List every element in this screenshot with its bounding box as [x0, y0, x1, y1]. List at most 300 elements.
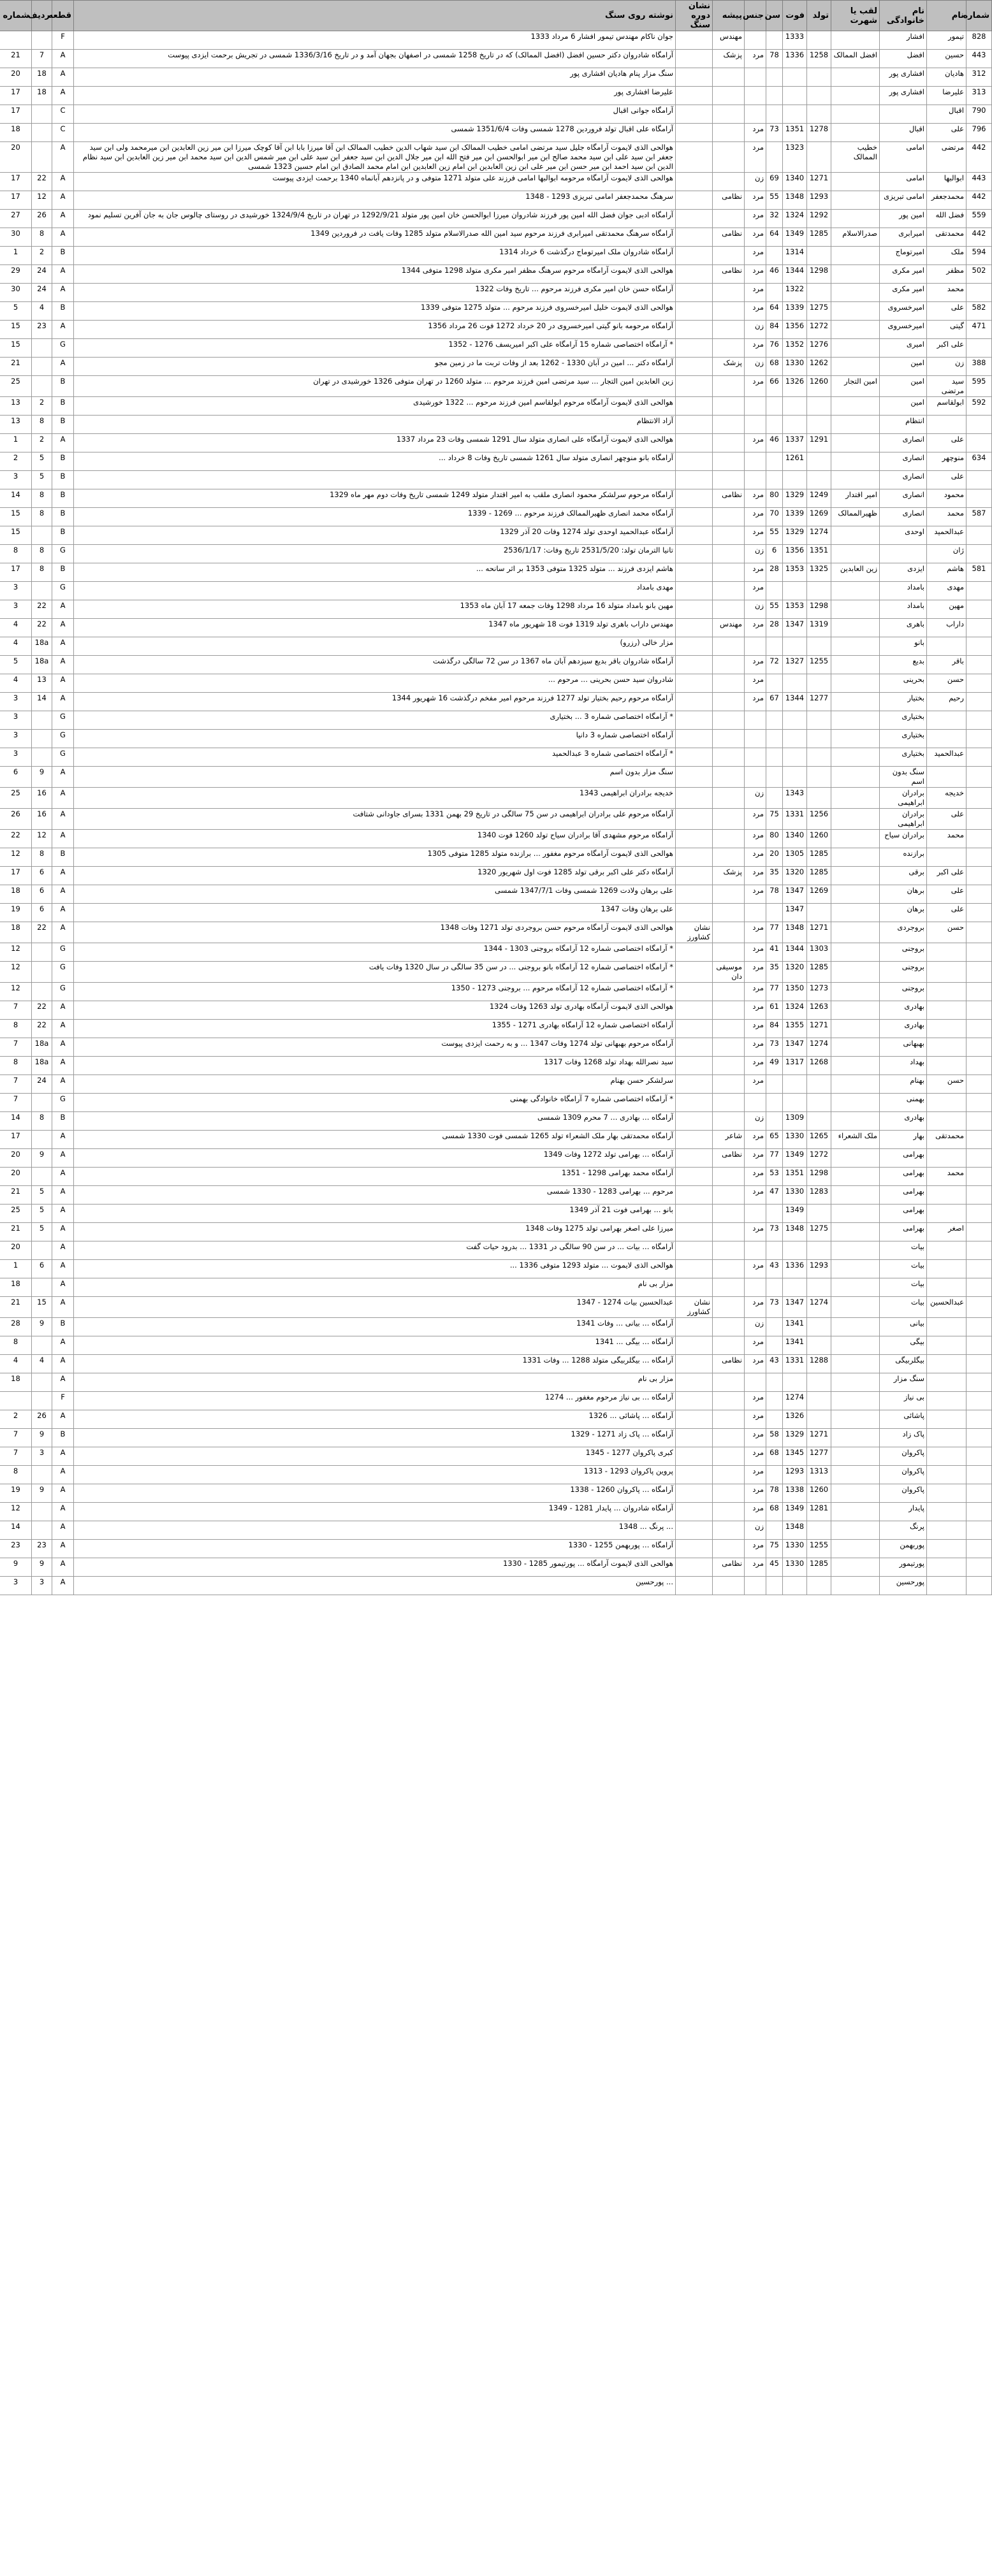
- inscription-cell[interactable]: مهندس داراب باهری تولد 1319 فوت 18 شهریور ماه 1347: [74, 619, 676, 637]
- inscription-cell[interactable]: * آرامگاه اختصاصی شماره 15 آرامگاه علی اکبر امیریسف 1276 - 1352: [74, 339, 676, 358]
- birth-cell[interactable]: 1275: [807, 302, 831, 321]
- age-cell[interactable]: 47: [766, 1186, 783, 1205]
- gender-cell[interactable]: مرد: [745, 210, 766, 228]
- row-cell[interactable]: 8: [32, 416, 52, 434]
- row-cell[interactable]: 6: [32, 885, 52, 904]
- title-cell[interactable]: [831, 788, 880, 809]
- title-cell[interactable]: [831, 452, 880, 471]
- birth-cell[interactable]: 1260: [807, 830, 831, 848]
- gender-cell[interactable]: مرد: [745, 885, 766, 904]
- id-cell[interactable]: [966, 848, 992, 867]
- gender-cell[interactable]: [745, 711, 766, 730]
- era-mark-cell[interactable]: [676, 376, 713, 397]
- era-mark-cell[interactable]: [676, 637, 713, 656]
- birth-cell[interactable]: [807, 471, 831, 489]
- last-name-cell[interactable]: پاکروان: [880, 1466, 927, 1484]
- last-name-cell[interactable]: بیانی: [880, 1318, 927, 1336]
- number-cell[interactable]: 14: [0, 1112, 32, 1131]
- birth-cell[interactable]: [807, 284, 831, 302]
- number-cell[interactable]: 7: [0, 1447, 32, 1466]
- inscription-cell[interactable]: آرامگاه اختصاصی شماره 3 دانیا: [74, 730, 676, 748]
- birth-cell[interactable]: 1274: [807, 1038, 831, 1057]
- section-cell[interactable]: B: [52, 376, 74, 397]
- last-name-cell[interactable]: بامداد: [880, 582, 927, 600]
- death-cell[interactable]: [783, 1241, 807, 1260]
- row-cell[interactable]: [32, 1168, 52, 1186]
- inscription-cell[interactable]: آرامگاه شادروان باقر بدیع سیزدهم آبان ماه 1367 در سن 72 سالگی درگذشت: [74, 656, 676, 674]
- birth-cell[interactable]: [807, 1112, 831, 1131]
- age-cell[interactable]: 84: [766, 321, 783, 339]
- section-cell[interactable]: A: [52, 1355, 74, 1373]
- title-cell[interactable]: [831, 545, 880, 563]
- section-cell[interactable]: B: [52, 489, 74, 508]
- birth-cell[interactable]: 1271: [807, 922, 831, 943]
- gender-cell[interactable]: زن: [745, 321, 766, 339]
- gender-cell[interactable]: مرد: [745, 1355, 766, 1373]
- first-name-cell[interactable]: علی: [927, 434, 966, 452]
- number-cell[interactable]: 20: [0, 1241, 32, 1260]
- title-cell[interactable]: [831, 656, 880, 674]
- id-cell[interactable]: [966, 674, 992, 693]
- first-name-cell[interactable]: حسین: [927, 50, 966, 68]
- id-cell[interactable]: [966, 962, 992, 983]
- first-name-cell[interactable]: علی: [927, 809, 966, 830]
- era-mark-cell[interactable]: نشان کشاورز: [676, 1297, 713, 1318]
- occupation-cell[interactable]: [713, 105, 745, 124]
- death-cell[interactable]: [783, 105, 807, 124]
- gender-cell[interactable]: [745, 767, 766, 788]
- era-mark-cell[interactable]: [676, 1186, 713, 1205]
- era-mark-cell[interactable]: [676, 489, 713, 508]
- row-cell[interactable]: 8: [32, 228, 52, 247]
- number-cell[interactable]: 5: [0, 302, 32, 321]
- occupation-cell[interactable]: [713, 142, 745, 173]
- number-cell[interactable]: 13: [0, 416, 32, 434]
- era-mark-cell[interactable]: [676, 210, 713, 228]
- birth-cell[interactable]: 1303: [807, 943, 831, 962]
- gender-cell[interactable]: مرد: [745, 1540, 766, 1558]
- title-cell[interactable]: [831, 1168, 880, 1186]
- id-cell[interactable]: [966, 1558, 992, 1577]
- death-cell[interactable]: 1355: [783, 1020, 807, 1038]
- occupation-cell[interactable]: نظامی: [713, 191, 745, 210]
- gender-cell[interactable]: مرد: [745, 1057, 766, 1075]
- row-cell[interactable]: 7: [32, 50, 52, 68]
- last-name-cell[interactable]: افشار: [880, 31, 927, 50]
- section-cell[interactable]: A: [52, 1241, 74, 1260]
- first-name-cell[interactable]: [927, 1521, 966, 1540]
- last-name-cell[interactable]: [880, 105, 927, 124]
- last-name-cell[interactable]: بهمنی: [880, 1094, 927, 1112]
- row-cell[interactable]: 8: [32, 508, 52, 526]
- gender-cell[interactable]: مرد: [745, 809, 766, 830]
- gender-cell[interactable]: [745, 416, 766, 434]
- death-cell[interactable]: 1326: [783, 1410, 807, 1429]
- last-name-cell[interactable]: بهرامی: [880, 1205, 927, 1223]
- id-cell[interactable]: [966, 1410, 992, 1429]
- occupation-cell[interactable]: [713, 1318, 745, 1336]
- title-cell[interactable]: [831, 358, 880, 376]
- id-cell[interactable]: [966, 748, 992, 767]
- birth-cell[interactable]: 1325: [807, 563, 831, 582]
- number-cell[interactable]: 18: [0, 922, 32, 943]
- id-cell[interactable]: [966, 416, 992, 434]
- id-cell[interactable]: [966, 1131, 992, 1149]
- id-cell[interactable]: [966, 489, 992, 508]
- first-name-cell[interactable]: علی: [927, 471, 966, 489]
- last-name-cell[interactable]: امین: [880, 397, 927, 416]
- section-cell[interactable]: A: [52, 1186, 74, 1205]
- age-cell[interactable]: [766, 730, 783, 748]
- row-cell[interactable]: [32, 582, 52, 600]
- column-header[interactable]: تولد: [807, 1, 831, 31]
- id-cell[interactable]: [966, 1149, 992, 1168]
- row-cell[interactable]: [32, 526, 52, 545]
- birth-cell[interactable]: 1298: [807, 265, 831, 284]
- birth-cell[interactable]: 1285: [807, 1558, 831, 1577]
- death-cell[interactable]: 1345: [783, 1447, 807, 1466]
- first-name-cell[interactable]: زن: [927, 358, 966, 376]
- occupation-cell[interactable]: [713, 1205, 745, 1223]
- id-cell[interactable]: [966, 1577, 992, 1595]
- birth-cell[interactable]: 1271: [807, 1020, 831, 1038]
- last-name-cell[interactable]: باهری: [880, 619, 927, 637]
- id-cell[interactable]: [966, 1260, 992, 1278]
- gender-cell[interactable]: مرد: [745, 582, 766, 600]
- gender-cell[interactable]: [745, 471, 766, 489]
- number-cell[interactable]: 22: [0, 830, 32, 848]
- section-cell[interactable]: A: [52, 1168, 74, 1186]
- age-cell[interactable]: 69: [766, 173, 783, 191]
- birth-cell[interactable]: 1249: [807, 489, 831, 508]
- id-cell[interactable]: 582: [966, 302, 992, 321]
- birth-cell[interactable]: 1258: [807, 50, 831, 68]
- title-cell[interactable]: خطیب الممالک: [831, 142, 880, 173]
- inscription-cell[interactable]: آرامگاه شادروان دکتر حسین افضل (افضل الممالک) که در تاریخ 1258 شمسی در اصفهان بجهان آمد و در تاریخ 1336/3/16 شمسی در تجریش برحمت ایزدی پیوست: [74, 50, 676, 68]
- gender-cell[interactable]: [745, 87, 766, 105]
- gender-cell[interactable]: مرد: [745, 1447, 766, 1466]
- occupation-cell[interactable]: [713, 1112, 745, 1131]
- occupation-cell[interactable]: [713, 788, 745, 809]
- first-name-cell[interactable]: فضل الله: [927, 210, 966, 228]
- inscription-cell[interactable]: پروین پاکروان 1293 - 1313: [74, 1466, 676, 1484]
- row-cell[interactable]: 8: [32, 545, 52, 563]
- id-cell[interactable]: [966, 1355, 992, 1373]
- last-name-cell[interactable]: بختیاری: [880, 711, 927, 730]
- first-name-cell[interactable]: محمد: [927, 508, 966, 526]
- first-name-cell[interactable]: [927, 416, 966, 434]
- age-cell[interactable]: [766, 1075, 783, 1094]
- occupation-cell[interactable]: [713, 1297, 745, 1318]
- last-name-cell[interactable]: ایزدی: [880, 563, 927, 582]
- birth-cell[interactable]: 1256: [807, 809, 831, 830]
- last-name-cell[interactable]: سنگ مزار: [880, 1373, 927, 1392]
- title-cell[interactable]: [831, 302, 880, 321]
- inscription-cell[interactable]: سید نصرالله بهداد تولد 1268 وفات 1317: [74, 1057, 676, 1075]
- id-cell[interactable]: [966, 1392, 992, 1410]
- age-cell[interactable]: [766, 582, 783, 600]
- era-mark-cell[interactable]: [676, 1336, 713, 1355]
- number-cell[interactable]: 21: [0, 358, 32, 376]
- gender-cell[interactable]: مرد: [745, 962, 766, 983]
- inscription-cell[interactable]: آرامگاه محمد انصاری ظهیرالممالک فرزند مرحوم ... 1269 - 1339: [74, 508, 676, 526]
- last-name-cell[interactable]: برادران ابراهیمی: [880, 809, 927, 830]
- number-cell[interactable]: 30: [0, 284, 32, 302]
- number-cell[interactable]: 25: [0, 788, 32, 809]
- id-cell[interactable]: [966, 1447, 992, 1466]
- first-name-cell[interactable]: محمود: [927, 489, 966, 508]
- row-cell[interactable]: 5: [32, 452, 52, 471]
- era-mark-cell[interactable]: [676, 809, 713, 830]
- column-header[interactable]: نشان دوره سنگ: [676, 1, 713, 31]
- occupation-cell[interactable]: [713, 711, 745, 730]
- row-cell[interactable]: 4: [32, 302, 52, 321]
- row-cell[interactable]: 6: [32, 867, 52, 885]
- section-cell[interactable]: A: [52, 637, 74, 656]
- age-cell[interactable]: [766, 1577, 783, 1595]
- title-cell[interactable]: [831, 1355, 880, 1373]
- number-cell[interactable]: 13: [0, 397, 32, 416]
- gender-cell[interactable]: مرد: [745, 489, 766, 508]
- gender-cell[interactable]: [745, 637, 766, 656]
- gender-cell[interactable]: مرد: [745, 830, 766, 848]
- id-cell[interactable]: 442: [966, 228, 992, 247]
- section-cell[interactable]: G: [52, 943, 74, 962]
- section-cell[interactable]: G: [52, 1094, 74, 1112]
- gender-cell[interactable]: زن: [745, 1318, 766, 1336]
- id-cell[interactable]: [966, 619, 992, 637]
- era-mark-cell[interactable]: [676, 1410, 713, 1429]
- row-cell[interactable]: 22: [32, 1020, 52, 1038]
- death-cell[interactable]: [783, 730, 807, 748]
- gender-cell[interactable]: مرد: [745, 1075, 766, 1094]
- era-mark-cell[interactable]: [676, 1318, 713, 1336]
- death-cell[interactable]: 1348: [783, 922, 807, 943]
- id-cell[interactable]: [966, 1057, 992, 1075]
- section-cell[interactable]: A: [52, 1558, 74, 1577]
- first-name-cell[interactable]: هاشم: [927, 563, 966, 582]
- title-cell[interactable]: [831, 1466, 880, 1484]
- occupation-cell[interactable]: [713, 1503, 745, 1521]
- inscription-cell[interactable]: آزاد الانتظام: [74, 416, 676, 434]
- birth-cell[interactable]: [807, 416, 831, 434]
- age-cell[interactable]: 80: [766, 830, 783, 848]
- age-cell[interactable]: 72: [766, 656, 783, 674]
- row-cell[interactable]: 18a: [32, 1057, 52, 1075]
- era-mark-cell[interactable]: [676, 748, 713, 767]
- section-cell[interactable]: B: [52, 397, 74, 416]
- row-cell[interactable]: [32, 1466, 52, 1484]
- era-mark-cell[interactable]: [676, 788, 713, 809]
- birth-cell[interactable]: 1285: [807, 228, 831, 247]
- age-cell[interactable]: [766, 1521, 783, 1540]
- era-mark-cell[interactable]: [676, 1112, 713, 1131]
- first-name-cell[interactable]: [927, 730, 966, 748]
- age-cell[interactable]: [766, 904, 783, 922]
- death-cell[interactable]: 1324: [783, 210, 807, 228]
- last-name-cell[interactable]: افشاری پور: [880, 87, 927, 105]
- row-cell[interactable]: [32, 1094, 52, 1112]
- id-cell[interactable]: [966, 1484, 992, 1503]
- row-cell[interactable]: 26: [32, 210, 52, 228]
- death-cell[interactable]: [783, 582, 807, 600]
- title-cell[interactable]: [831, 1112, 880, 1131]
- first-name-cell[interactable]: [927, 1094, 966, 1112]
- death-cell[interactable]: 1344: [783, 693, 807, 711]
- era-mark-cell[interactable]: [676, 1168, 713, 1186]
- title-cell[interactable]: [831, 1205, 880, 1223]
- last-name-cell[interactable]: امین پور: [880, 210, 927, 228]
- section-cell[interactable]: G: [52, 730, 74, 748]
- row-cell[interactable]: 18a: [32, 637, 52, 656]
- era-mark-cell[interactable]: [676, 656, 713, 674]
- section-cell[interactable]: A: [52, 191, 74, 210]
- id-cell[interactable]: [966, 434, 992, 452]
- row-cell[interactable]: 9: [32, 767, 52, 788]
- last-name-cell[interactable]: بانو: [880, 637, 927, 656]
- id-cell[interactable]: 471: [966, 321, 992, 339]
- occupation-cell[interactable]: [713, 730, 745, 748]
- occupation-cell[interactable]: [713, 339, 745, 358]
- death-cell[interactable]: 1323: [783, 142, 807, 173]
- id-cell[interactable]: [966, 656, 992, 674]
- title-cell[interactable]: [831, 284, 880, 302]
- row-cell[interactable]: 3: [32, 1577, 52, 1595]
- id-cell[interactable]: [966, 1223, 992, 1241]
- occupation-cell[interactable]: [713, 656, 745, 674]
- death-cell[interactable]: 1331: [783, 1355, 807, 1373]
- row-cell[interactable]: 14: [32, 693, 52, 711]
- death-cell[interactable]: 1347: [783, 1297, 807, 1318]
- last-name-cell[interactable]: بروجنی: [880, 943, 927, 962]
- section-cell[interactable]: A: [52, 922, 74, 943]
- section-cell[interactable]: F: [52, 1392, 74, 1410]
- occupation-cell[interactable]: [713, 1241, 745, 1260]
- age-cell[interactable]: 80: [766, 489, 783, 508]
- era-mark-cell[interactable]: [676, 1466, 713, 1484]
- occupation-cell[interactable]: [713, 1278, 745, 1297]
- age-cell[interactable]: 20: [766, 848, 783, 867]
- last-name-cell[interactable]: امامی: [880, 173, 927, 191]
- occupation-cell[interactable]: [713, 830, 745, 848]
- inscription-cell[interactable]: آرامگاه محمد بهرامی 1298 - 1351: [74, 1168, 676, 1186]
- inscription-cell[interactable]: مهین بانو بامداد متولد 16 مرداد 1298 وفات جمعه 17 آبان ماه 1353: [74, 600, 676, 619]
- last-name-cell[interactable]: پاشائی: [880, 1410, 927, 1429]
- era-mark-cell[interactable]: [676, 1429, 713, 1447]
- death-cell[interactable]: 1330: [783, 1540, 807, 1558]
- age-cell[interactable]: 78: [766, 885, 783, 904]
- death-cell[interactable]: [783, 1075, 807, 1094]
- first-name-cell[interactable]: حسن: [927, 922, 966, 943]
- row-cell[interactable]: 9: [32, 1429, 52, 1447]
- era-mark-cell[interactable]: [676, 1521, 713, 1540]
- age-cell[interactable]: 55: [766, 600, 783, 619]
- number-cell[interactable]: 14: [0, 1521, 32, 1540]
- inscription-cell[interactable]: عبدالحسین بیات 1274 - 1347: [74, 1297, 676, 1318]
- death-cell[interactable]: 1330: [783, 1558, 807, 1577]
- age-cell[interactable]: 41: [766, 943, 783, 962]
- id-cell[interactable]: [966, 788, 992, 809]
- inscription-cell[interactable]: آرامگاه عبدالحمید اوحدی تولد 1274 وفات 20 آذر 1329: [74, 526, 676, 545]
- id-cell[interactable]: [966, 983, 992, 1001]
- death-cell[interactable]: 1329: [783, 1429, 807, 1447]
- id-cell[interactable]: [966, 1503, 992, 1521]
- last-name-cell[interactable]: برهان: [880, 885, 927, 904]
- id-cell[interactable]: 581: [966, 563, 992, 582]
- occupation-cell[interactable]: موسیقی دان: [713, 962, 745, 983]
- row-cell[interactable]: [32, 1336, 52, 1355]
- title-cell[interactable]: [831, 1075, 880, 1094]
- number-cell[interactable]: 21: [0, 50, 32, 68]
- occupation-cell[interactable]: [713, 173, 745, 191]
- last-name-cell[interactable]: بیات: [880, 1278, 927, 1297]
- birth-cell[interactable]: [807, 247, 831, 265]
- occupation-cell[interactable]: [713, 1168, 745, 1186]
- number-cell[interactable]: 15: [0, 321, 32, 339]
- number-cell[interactable]: 7: [0, 1094, 32, 1112]
- number-cell[interactable]: 8: [0, 1466, 32, 1484]
- first-name-cell[interactable]: ملک: [927, 247, 966, 265]
- birth-cell[interactable]: [807, 1241, 831, 1260]
- first-name-cell[interactable]: علی: [927, 885, 966, 904]
- birth-cell[interactable]: 1351: [807, 545, 831, 563]
- last-name-cell[interactable]: پرنگ: [880, 1521, 927, 1540]
- occupation-cell[interactable]: [713, 693, 745, 711]
- last-name-cell[interactable]: بهادری: [880, 1112, 927, 1131]
- inscription-cell[interactable]: آرامگاه بانو منوچهر انصاری متولد سال 1261 شمسی تاریخ وفات 8 خرداد ...: [74, 452, 676, 471]
- birth-cell[interactable]: [807, 397, 831, 416]
- death-cell[interactable]: 1340: [783, 830, 807, 848]
- last-name-cell[interactable]: بیات: [880, 1241, 927, 1260]
- id-cell[interactable]: [966, 730, 992, 748]
- era-mark-cell[interactable]: [676, 321, 713, 339]
- inscription-cell[interactable]: آرامگاه مرحوم بهبهانی تولد 1274 وفات 1347 ... و به رحمت ایزدی پیوست: [74, 1038, 676, 1057]
- age-cell[interactable]: 73: [766, 1297, 783, 1318]
- row-cell[interactable]: 13: [32, 674, 52, 693]
- first-name-cell[interactable]: محمد: [927, 1168, 966, 1186]
- occupation-cell[interactable]: [713, 1429, 745, 1447]
- number-cell[interactable]: 12: [0, 962, 32, 983]
- inscription-cell[interactable]: هوالحی الذی لایموت آرامگاه مرحوم سرهنگ مظفر امیر مکری متولد 1298 متوفی 1344: [74, 265, 676, 284]
- title-cell[interactable]: [831, 830, 880, 848]
- gender-cell[interactable]: مرد: [745, 922, 766, 943]
- row-cell[interactable]: 6: [32, 904, 52, 922]
- inscription-cell[interactable]: مزار بی نام: [74, 1373, 676, 1392]
- birth-cell[interactable]: 1277: [807, 693, 831, 711]
- era-mark-cell[interactable]: [676, 434, 713, 452]
- occupation-cell[interactable]: [713, 885, 745, 904]
- gender-cell[interactable]: زن: [745, 788, 766, 809]
- death-cell[interactable]: 1329: [783, 526, 807, 545]
- number-cell[interactable]: 7: [0, 1429, 32, 1447]
- inscription-cell[interactable]: هوالحی الذی لایموت آرامگاه بهادری تولد 1263 وفات 1324: [74, 1001, 676, 1020]
- row-cell[interactable]: [32, 1503, 52, 1521]
- section-cell[interactable]: A: [52, 1278, 74, 1297]
- birth-cell[interactable]: 1285: [807, 867, 831, 885]
- era-mark-cell[interactable]: [676, 767, 713, 788]
- death-cell[interactable]: 1317: [783, 1057, 807, 1075]
- occupation-cell[interactable]: نظامی: [713, 1149, 745, 1168]
- id-cell[interactable]: [966, 1318, 992, 1336]
- era-mark-cell[interactable]: [676, 848, 713, 867]
- first-name-cell[interactable]: اصغر: [927, 1223, 966, 1241]
- first-name-cell[interactable]: مهین: [927, 600, 966, 619]
- occupation-cell[interactable]: [713, 674, 745, 693]
- age-cell[interactable]: 64: [766, 228, 783, 247]
- section-cell[interactable]: B: [52, 1318, 74, 1336]
- birth-cell[interactable]: 1288: [807, 1355, 831, 1373]
- death-cell[interactable]: 1330: [783, 1131, 807, 1149]
